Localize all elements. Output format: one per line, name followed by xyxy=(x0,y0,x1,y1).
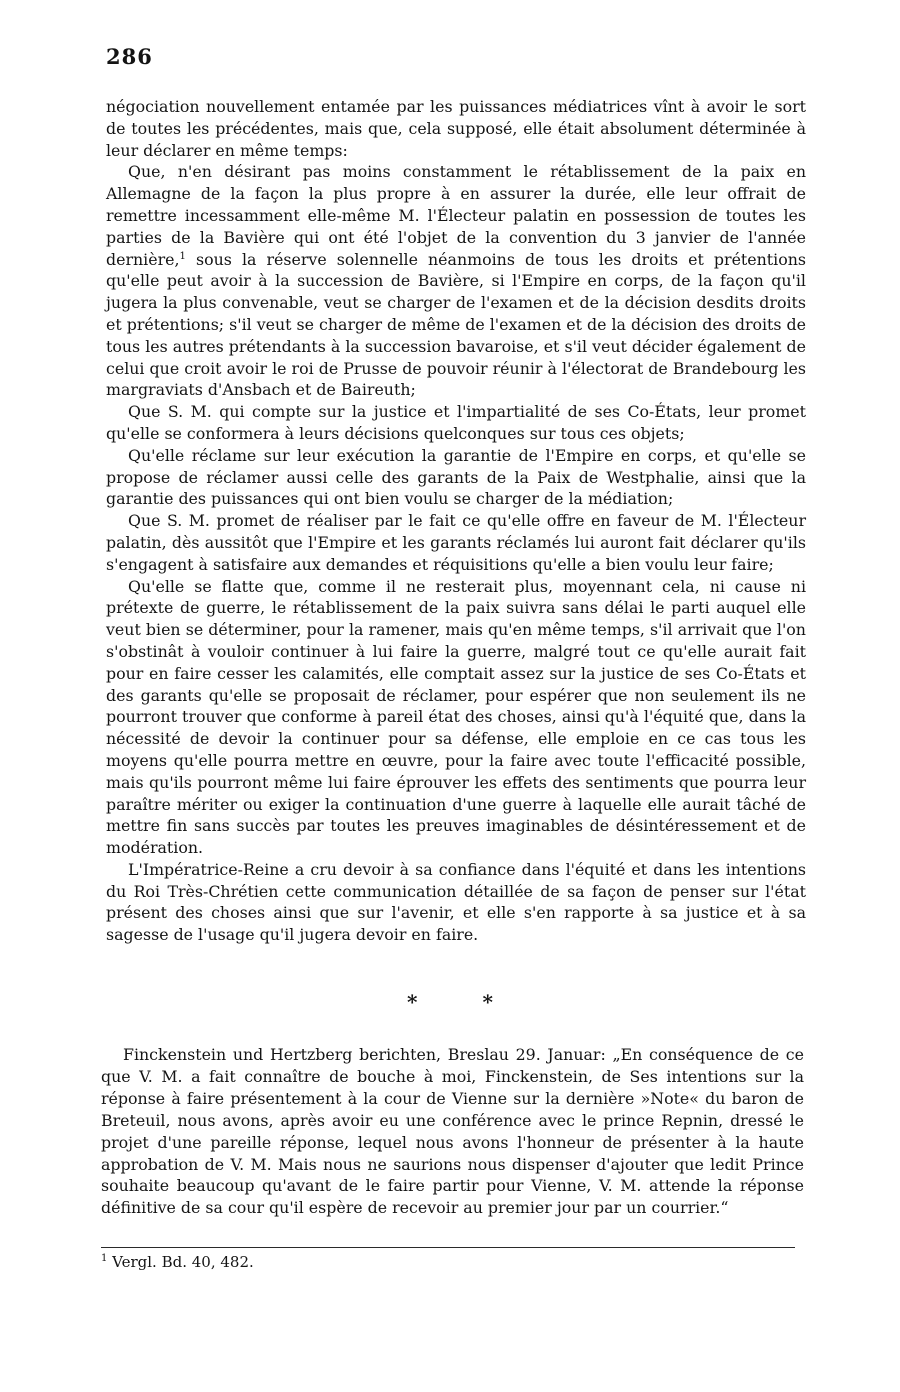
main-text xyxy=(106,96,806,946)
paragraph-4: Qu'elle réclame sur leur exécution la garantie de l'Empire en corps, et qu'elle se propose de réclamer aussi celle des garants de la Paix de Westphalie, ainsi que la garantie des puissances qui ont bien voulu se charger de la médiation; xyxy=(106,445,806,509)
paragraph-6: Qu'elle se flatte que, comme il ne resterait plus, moyennant cela, ni cause ni prétexte de guerre, le rétablissement de la paix suivra sans délai le parti auquel elle veut bien se déterminer, pour la ramener, mais qu'en même temps, s'il arrivait que l'on s'obstinât à vouloir continuer à lui faire la guerre, malgré tout ce qu'elle aurait fait pour en faire cesser les calamités, elle comptait assez sur la justice de ses Co-États et des garants qu'elle se proposait de réclamer, pour espérer que non seulement ils ne pourront trouver que conforme à pareil état des choses, ainsi qu'à l'équité que, dans la nécessité de devoir la continuer pour sa défense, elle emploie en ce cas tous les moyens qu'elle pourra mettre en œuvre, pour la faire avec toute l'efficacité possible, mais qu'ils pourront même lui faire éprouver les effets des sentiments que pourra leur paraître mériter ou exiger la continuation d'une guerre à laquelle elle aurait tâché de mettre fin sans succès par toutes les preuves imaginables de désintéressement et de modération. xyxy=(106,576,806,858)
paragraph-1: négociation nouvellement entamée par les puissances médiatrices vînt à avoir le sort de toutes les précédentes, mais que, cela supposé, elle était absolument déterminée à leur déclarer en même temps: xyxy=(106,97,806,160)
paragraph-2-text: Que, n'en désirant pas moins constamment le rétablissement de la paix en Allemagne de la façon la plus propre à en assurer la durée, elle leur offrait de remettre incessamment elle-même M. l'Électeur palatin en possession de toutes les parties de la Bavière qui ont été l'objet de la convention du 3 janvier de l'année dernière, xyxy=(106,162,806,269)
section-separator: * * xyxy=(407,990,493,1014)
footnote-number: 1 xyxy=(101,1253,108,1264)
paragraph-3: Que S. M. qui compte sur la justice et l'impartialité de ses Co-États, leur promet qu'elle se conformera à leurs décisions quelconques sur tous ces objets; xyxy=(106,402,806,443)
paragraph-2-continuation: sous la réserve solennelle néanmoins de tous les droits et prétentions qu'elle peut avoir à la succession de Bavière, si l'Empire en corps, de la façon qu'il jugera la plus convenable, veut se charger de l'examen et de la décision desdits droits et prétentions; s'il veut se charger de même de l'examen et de la décision des droits de tous les autres prétendants à la succession bavaroise, et s'il veut décider également de celui que croit avoir le roi de Prusse de pouvoir réunir à l'électorat de Brandebourg les margraviats d'Ansbach et de Baireuth; xyxy=(106,249,806,400)
footnote-reference: 1 xyxy=(179,250,186,262)
paragraph-7: L'Impératrice-Reine a cru devoir à sa confiance dans l'équité et dans les intentions du Roi Très-Chrétien cette communication détaillée de sa façon de penser sur l'état présent des choses ainsi que sur l'avenir, et elle s'en rapporte à sa justice et à sa sagesse de l'usage qu'il jugera devoir en faire. xyxy=(106,859,806,945)
paragraph-2 xyxy=(106,161,806,401)
footnote-divider xyxy=(101,1247,795,1248)
paragraph-5: Que S. M. promet de réaliser par le fait ce qu'elle offre en faveur de M. l'Électeur palatin, dès aussitôt que l'Empire et les garants réclamés lui auront fait déclarer qu'ils s'engagent à satisfaire aux demandes et réquisitions qu'elle a bien voulu leur faire; xyxy=(106,511,806,574)
report-paragraph: Finckenstein und Hertzberg berichten, Breslau 29. Januar: „En conséquence de ce que V. M. a fait connaître de bouche à moi, Finckenstein, de Ses intentions sur la réponse à faire présentement à la cour de Vienne sur la dernière »Note« du baron de Breteuil, nous avons, après avoir eu une conférence avec le prince Repnin, dressé le projet d'une pareille réponse, lequel nous avons l'honneur de présenter à la haute approbation de V. M. Mais nous ne saurions nous dispenser d'ajouter que ledit Prince souhaite beaucoup qu'avant de le faire partir pour Vienne, V. M. attende la réponse définitive de sa cour qu'il espère de recevoir au premier jour par un courrier.“ xyxy=(101,1045,804,1218)
page-number: 286 xyxy=(106,44,153,69)
footnote xyxy=(101,1252,801,1272)
footnote-text: Vergl. Bd. 40, 482. xyxy=(112,1253,254,1271)
report-text xyxy=(101,1044,804,1219)
